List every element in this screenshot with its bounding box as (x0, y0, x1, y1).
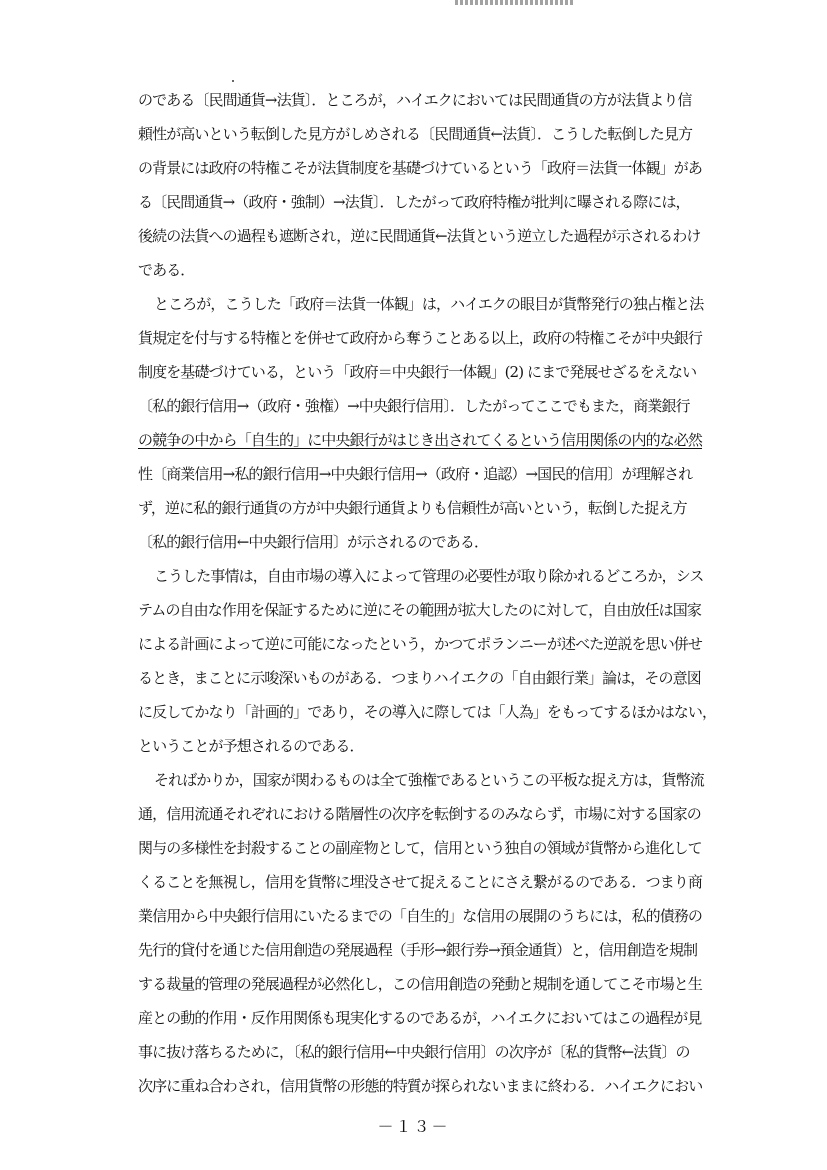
text-line: こうした事情は，自由市場の導入によって管理の必要性が取り除かれるどころか，シス (154, 567, 704, 585)
text-line: による計画によって逆に可能になったという，かつてポランニーが述べた逆説を思い併せ (138, 635, 703, 653)
text-line: ところが，こうした「政府＝法貨一体観」は，ハイエクの眼目が貨幣発行の独占権と法 (154, 295, 704, 313)
text-line: 通，信用流通それぞれにおける階層性の次序を転倒するのみならず，市場に対する国家の (138, 805, 701, 823)
text-line: する裁量的管理の発展過程が必然化し，この信用創造の発動と規制を通してこそ市場と生 (138, 975, 703, 993)
text-line: ということが予想されるのである． (138, 737, 364, 755)
scan-artifact-top (455, 0, 575, 5)
text-line: 先行的貸付を通じた信用創造の発展過程（手形→銀行券→預金通貨）と，信用創造を規制 (138, 941, 698, 959)
text-line: そればかりか，国家が関わるものは全て強権であるというこの平板な捉え方は，貨幣流 (154, 771, 704, 789)
text-line: 事に抜け落ちるために，〔私的銀行信用←中央銀行信用〕の次序が〔私的貨幣←法貨〕の (138, 1043, 690, 1061)
text-line: 頼性が高いという転倒した見方がしめされる〔民間通貨←法貨〕．こうした転倒した見方 (138, 125, 693, 143)
text-line: 後続の法貨への過程も遮断され，逆に民間通貨←法貨という逆立した過程が示されるわけ (138, 227, 701, 245)
text-line: 産との動的作用・反作用関係も現実化するのであるが，ハイエクにおいてはこの過程が見 (138, 1009, 702, 1027)
text-line: くることを無視し，信用を貨幣に埋没させて捉えることにさえ繋がるのである．つまり商 (138, 873, 703, 891)
text-line: 〔私的銀行信用←中央銀行信用〕が示されるのである． (138, 533, 489, 551)
text-line: る〔民間通貨→（政府・強制）→法貨〕．したがって政府特権が批判に曝される際には， (138, 193, 690, 211)
text-line: 貨規定を付与する特権とを併せて政府から奪うことある以上，政府の特権こそが中央銀行 (138, 329, 703, 347)
scan-artifact-dot (232, 80, 234, 82)
page-number: －１３－ (377, 1117, 450, 1136)
text-line: 関与の多様性を封殺することの副産物として，信用という独自の領域が貨幣から進化して (138, 839, 702, 857)
text-line: 制度を基礎づけている，という「政府＝中央銀行一体観」(2) にまで発展せざるをえない (138, 363, 697, 381)
text-line: 〔私的銀行信用→（政府・強権）→中央銀行信用〕．したがってここでもまた，商業銀行 (138, 397, 690, 415)
text-line: 性〔商業信用→私的銀行信用→中央銀行信用→（政府・追認）→国民的信用〕が理解され (138, 465, 693, 483)
text-line: 次序に重ね合わされ，信用貨幣の形態的特質が探られないままに終わる．ハイエクにおい (138, 1077, 703, 1095)
text-line: 業信用から中央銀行信用にいたるまでの「自生的」な信用の展開のうちには，私的債務の (138, 907, 703, 925)
text-line: テムの自由な作用を保証するために逆にその範囲が拡大したのに対して，自由放任は国家 (138, 601, 701, 619)
text-line: の背景には政府の特権こそが法貨制度を基礎づけているという「政府＝法貨一体観」があ (138, 159, 703, 177)
text-line: である． (138, 261, 195, 279)
text-line: ず，逆に私的銀行通貨の方が中央銀行通貨よりも信頼性が高いという，転倒した捉え方 (138, 499, 687, 517)
text-line: るとき，まことに示唆深いものがある．つまりハイエクの「自由銀行業」論は，その意図 (138, 669, 701, 687)
text-line: に反してかなり「計画的」であり，その導入に際しては「人為」をもってするほかはない， (138, 703, 717, 721)
text-line: のである〔民間通貨→法貨〕．ところが，ハイエクにおいては民間通貨の方が法貨より信 (138, 91, 692, 109)
text-line: の競争の中から「自生的」に中央銀行がはじき出されてくるという信用関係の内的な必然 (138, 431, 703, 449)
